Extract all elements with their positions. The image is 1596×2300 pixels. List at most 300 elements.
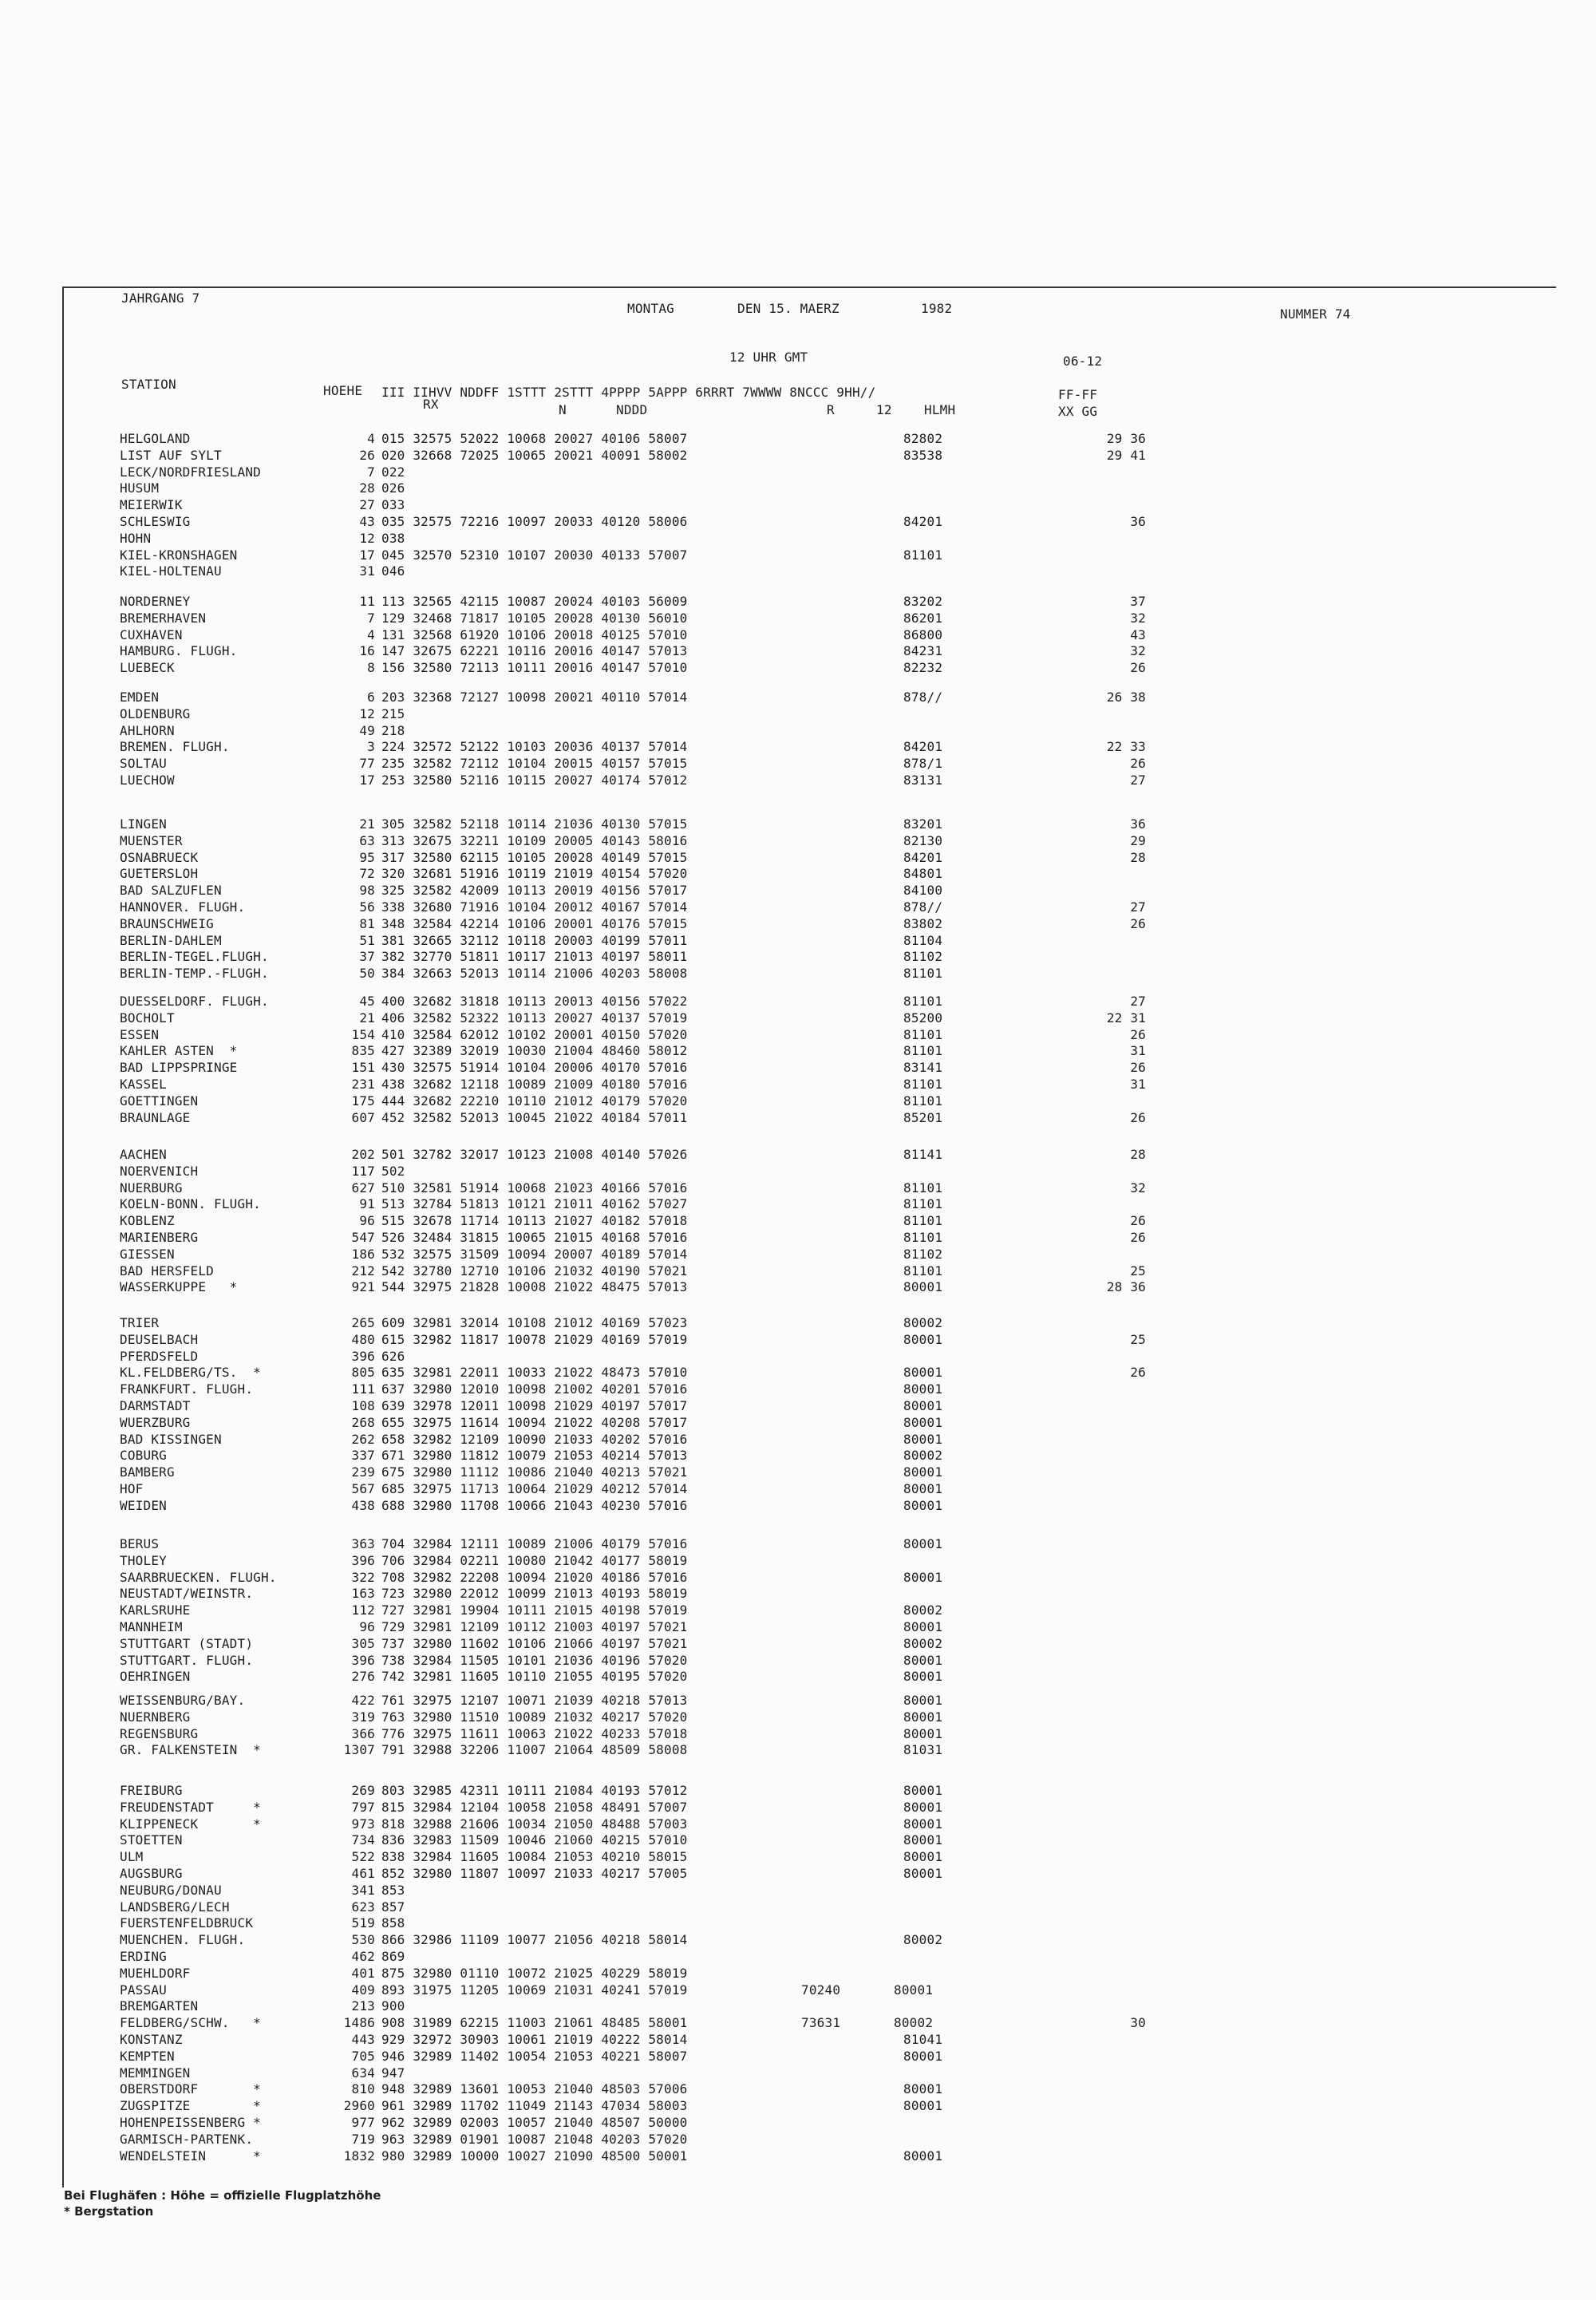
table-row <box>0 1570 1596 1586</box>
table-row <box>0 1398 1596 1414</box>
station-height: 634 <box>351 2065 375 2081</box>
station-name: MEMMINGEN <box>120 2065 191 2081</box>
station-height: 31 <box>359 563 375 579</box>
station-name: BERLIN-TEGEL.FLUGH. <box>120 949 269 965</box>
table-row <box>0 1196 1596 1212</box>
group-8: 82232 <box>903 660 943 676</box>
jahrgang: JAHRGANG 7 <box>121 290 200 306</box>
synop-groups: 035 32575 72216 10097 20033 40120 58006 <box>381 514 688 529</box>
station-height: 462 <box>351 1949 375 1964</box>
station-name: GARMISCH-PARTENK. <box>120 2131 254 2147</box>
station-height: 17 <box>359 547 375 563</box>
station-name: NORDERNEY <box>120 594 191 609</box>
synop-groups: 305 32582 52118 10114 21036 40130 57015 <box>381 816 688 832</box>
station-height: 973 <box>351 1816 375 1832</box>
group-8: 878/1 <box>903 756 943 772</box>
synop-groups: 338 32680 71916 10104 20012 40167 57014 <box>381 899 688 915</box>
synop-groups: 215 <box>381 705 405 721</box>
table-row <box>0 1315 1596 1331</box>
synop-groups: 727 32981 19904 10111 21015 40198 57019 <box>381 1602 688 1618</box>
ff-gust: 26 <box>1130 1230 1146 1245</box>
station-name: STUTTGART. FLUGH. <box>120 1652 254 1668</box>
synop-groups: 803 32985 42311 10111 21084 40193 57012 <box>381 1783 688 1798</box>
station-name: KEMPTEN <box>120 2048 175 2064</box>
table-row <box>0 2049 1596 2065</box>
station-height: 269 <box>351 1783 375 1798</box>
synop-groups: 020 32668 72025 10065 20021 40091 58002 <box>381 447 688 463</box>
table-row <box>0 2032 1596 2048</box>
station-name: BAD LIPPSPRINGE <box>120 1060 238 1076</box>
table-row <box>0 1586 1596 1602</box>
column-codes: III IIHVV NDDFF 1STTT 2STTT 4PPPP 5APPP 6RRRT 7WWWW 8NCCC 9HH// <box>381 385 876 400</box>
group-8: 83131 <box>903 773 943 788</box>
synop-groups: 853 <box>381 1882 405 1898</box>
ff-gust: 28 <box>1130 849 1146 865</box>
station-name: MUEHLDORF <box>120 1965 191 1981</box>
synop-groups: 381 32665 32112 10118 20003 40199 57011 <box>381 932 688 948</box>
station-height: 797 <box>351 1799 375 1815</box>
group-8: 86201 <box>903 610 943 626</box>
table-row <box>0 1365 1596 1381</box>
ff-gust: 27 <box>1130 899 1146 915</box>
station-name: BERLIN-TEMP.-FLUGH. <box>120 966 269 982</box>
group-8: 80001 <box>903 1725 943 1741</box>
group-8: 81101 <box>903 966 943 982</box>
issue-number: NUMMER 74 <box>1280 306 1351 322</box>
group-8: 84201 <box>903 514 943 529</box>
group-8: 80001 <box>903 1709 943 1725</box>
table-row <box>0 2148 1596 2164</box>
synop-groups: 688 32980 11708 10066 21043 40230 57016 <box>381 1497 688 1513</box>
synop-groups: 948 32989 13601 10053 21040 48503 57006 <box>381 2081 688 2097</box>
synop-groups: 510 32581 51914 10068 21023 40166 57016 <box>381 1180 688 1195</box>
station-height: 7 <box>367 610 375 626</box>
ff-gust: 29 36 <box>1106 431 1146 446</box>
station-height: 319 <box>351 1709 375 1725</box>
table-row <box>0 1982 1596 1998</box>
group-8: 80001 <box>903 2148 943 2164</box>
station-name: OBERSTDORF * <box>120 2081 261 2097</box>
synop-groups: 637 32980 12010 10098 21002 40201 57016 <box>381 1381 688 1397</box>
station-name: KAHLER ASTEN * <box>120 1043 238 1059</box>
station-height: 322 <box>351 1569 375 1585</box>
synop-groups: 325 32582 42009 10113 20019 40156 57017 <box>381 883 688 899</box>
ff-gust: 31 <box>1130 1043 1146 1059</box>
station-name: LUECHOW <box>120 773 175 788</box>
group-8: 80001 <box>903 1381 943 1397</box>
station-height: 921 <box>351 1279 375 1295</box>
station-name: BRAUNSCHWEIG <box>120 915 214 931</box>
station-name: FREIBURG <box>120 1783 183 1798</box>
table-row <box>0 1147 1596 1163</box>
group-8: 80001 <box>903 1816 943 1832</box>
table-row <box>0 627 1596 643</box>
synop-groups: 963 32989 01901 10087 21048 40203 57020 <box>381 2131 688 2147</box>
station-height: 409 <box>351 1982 375 1998</box>
station-height: 265 <box>351 1315 375 1330</box>
station-height: 212 <box>351 1263 375 1278</box>
ff-gust: 26 <box>1130 1109 1146 1125</box>
synop-groups: 384 32663 52013 10114 21006 40203 58008 <box>381 966 688 982</box>
station-name: FUERSTENFELDBRUCK <box>120 1915 254 1931</box>
synop-groups: 685 32975 11713 10064 21029 40212 57014 <box>381 1481 688 1496</box>
station-name: HAMBURG. FLUGH. <box>120 643 238 659</box>
synop-groups: 427 32389 32019 10030 21004 48460 58012 <box>381 1043 688 1059</box>
group-8: 80001 <box>903 1481 943 1496</box>
table-row <box>0 514 1596 530</box>
table-row <box>0 816 1596 832</box>
group-8: 80001 <box>903 1331 943 1347</box>
synop-groups: 635 32981 22011 10033 21022 48473 57010 <box>381 1365 688 1381</box>
group-8: 80001 <box>894 1982 934 1998</box>
station-name: HELGOLAND <box>120 431 191 446</box>
synop-groups: 022 <box>381 464 405 480</box>
synop-groups: 410 32584 62012 10102 20001 40150 57020 <box>381 1026 688 1042</box>
station-name: FELDBERG/SCHW. * <box>120 2015 261 2031</box>
station-name: WEIDEN <box>120 1497 167 1513</box>
station-name: TRIER <box>120 1315 160 1330</box>
group-8: 80001 <box>903 1398 943 1413</box>
group-8: 80001 <box>903 2098 943 2114</box>
station-name: GR. FALKENSTEIN * <box>120 1742 261 1758</box>
station-name: MUENCHEN. FLUGH. <box>120 1932 246 1948</box>
synop-groups: 947 <box>381 2065 405 2081</box>
station-height: 396 <box>351 1552 375 1568</box>
group-8: 81101 <box>903 1196 943 1212</box>
station-height: 63 <box>359 832 375 848</box>
group-8: 80001 <box>903 1652 943 1668</box>
station-name: MUENSTER <box>120 832 183 848</box>
column-codes-sub-r: R <box>827 402 835 417</box>
synop-groups: 015 32575 52022 10068 20027 40106 58007 <box>381 431 688 446</box>
group-8: 81101 <box>903 547 943 563</box>
station-name: LUEBECK <box>120 660 175 676</box>
table-row <box>0 866 1596 882</box>
table-row <box>0 1849 1596 1865</box>
station-height: 607 <box>351 1109 375 1125</box>
column-ff: FF-FF <box>1058 387 1098 402</box>
weekday: MONTAG <box>627 301 674 316</box>
station-height: 401 <box>351 1965 375 1981</box>
table-row <box>0 2115 1596 2131</box>
station-height: 443 <box>351 2032 375 2047</box>
station-name: BAD HERSFELD <box>120 1263 214 1278</box>
ff-gust: 32 <box>1130 643 1146 659</box>
ff-gust: 26 <box>1130 1213 1146 1229</box>
synop-groups: 900 <box>381 1998 405 2014</box>
table-row <box>0 1998 1596 2014</box>
group-8: 81104 <box>903 932 943 948</box>
group-8: 81101 <box>903 994 943 1009</box>
table-row <box>0 563 1596 579</box>
station-height: 49 <box>359 722 375 738</box>
ff-gust: 27 <box>1130 773 1146 788</box>
column-xx-gg: XX GG <box>1058 404 1098 419</box>
ff-gust: 29 <box>1130 832 1146 848</box>
station-height: 422 <box>351 1693 375 1708</box>
station-height: 154 <box>351 1026 375 1042</box>
group-8: 80001 <box>903 2048 943 2064</box>
synop-groups: 815 32984 12104 10058 21058 48491 57007 <box>381 1799 688 1815</box>
table-row <box>0 1043 1596 1059</box>
station-height: 2960 <box>343 2098 375 2114</box>
station-height: 396 <box>351 1348 375 1364</box>
group-8: 83202 <box>903 594 943 609</box>
group-8: 85201 <box>903 1109 943 1125</box>
station-height: 163 <box>351 1586 375 1602</box>
column-station: STATION <box>121 377 176 392</box>
synop-groups: 438 32682 12118 10089 21009 40180 57016 <box>381 1077 688 1092</box>
station-name: BAD KISSINGEN <box>120 1431 222 1447</box>
ff-gust: 25 <box>1130 1331 1146 1347</box>
station-height: 95 <box>359 849 375 865</box>
station-name: SCHLESWIG <box>120 514 191 529</box>
table-row <box>0 1077 1596 1093</box>
synop-groups: 929 32972 30903 10061 21019 40222 58014 <box>381 2032 688 2047</box>
observation-time: 12 UHR GMT <box>729 350 808 365</box>
station-name: KARLSRUHE <box>120 1602 191 1618</box>
synop-groups: 046 <box>381 563 405 579</box>
group-8: 80001 <box>903 1464 943 1480</box>
synop-groups: 348 32584 42214 10106 20001 40176 57015 <box>381 915 688 931</box>
station-name: STUTTGART (STADT) <box>120 1635 254 1651</box>
table-row <box>0 1693 1596 1709</box>
synop-groups: 532 32575 31509 10094 20007 40189 57014 <box>381 1246 688 1262</box>
table-row <box>0 1899 1596 1915</box>
station-name: EMDEN <box>120 690 160 705</box>
station-name: NEUSTADT/WEINSTR. <box>120 1586 254 1602</box>
period-range: 06-12 <box>1063 354 1103 369</box>
ff-gust: 27 <box>1130 994 1146 1009</box>
synop-groups: 706 32984 02211 10080 21042 40177 58019 <box>381 1552 688 1568</box>
synop-groups: 655 32975 11614 10094 21022 40208 57017 <box>381 1414 688 1430</box>
table-row <box>0 547 1596 563</box>
table-row <box>0 1432 1596 1448</box>
station-name: COBURG <box>120 1448 167 1464</box>
station-name: MANNHEIM <box>120 1619 183 1634</box>
synop-groups: 671 32980 11812 10079 21053 40214 57013 <box>381 1448 688 1464</box>
station-name: KOBLENZ <box>120 1213 175 1229</box>
table-row <box>0 1230 1596 1246</box>
station-name: KOELN-BONN. FLUGH. <box>120 1196 261 1212</box>
group-8: 80001 <box>903 1619 943 1634</box>
station-name: DUESSELDORF. FLUGH. <box>120 994 269 1009</box>
station-name: HUSUM <box>120 480 160 496</box>
group-8: 81041 <box>903 2032 943 2047</box>
station-height: 96 <box>359 1619 375 1634</box>
group-8: 81101 <box>903 1077 943 1092</box>
station-height: 305 <box>351 1635 375 1651</box>
table-row <box>0 611 1596 626</box>
table-row <box>0 1464 1596 1480</box>
station-height: 56 <box>359 899 375 915</box>
station-name: NUERNBERG <box>120 1709 191 1725</box>
column-hoehe: HOEHE <box>323 383 363 398</box>
group-8: 83538 <box>903 447 943 463</box>
station-name: DARMSTADT <box>120 1398 191 1413</box>
station-name: GUETERSLOH <box>120 866 199 882</box>
ff-gust: 32 <box>1130 610 1146 626</box>
synop-groups: 723 32980 22012 10099 21013 40193 58019 <box>381 1586 688 1602</box>
station-name: LANDSBERG/LECH <box>120 1899 230 1915</box>
station-name: FREUDENSTADT * <box>120 1799 261 1815</box>
synop-groups: 869 <box>381 1949 405 1964</box>
station-height: 530 <box>351 1932 375 1948</box>
column-codes-sub-rx: RX <box>423 397 439 412</box>
ff-gust: 26 <box>1130 915 1146 931</box>
station-name: WUERZBURG <box>120 1414 191 1430</box>
table-row <box>0 1553 1596 1569</box>
station-name: LIST AUF SYLT <box>120 447 222 463</box>
table-row <box>0 706 1596 722</box>
station-name: BERUS <box>120 1536 160 1551</box>
station-name: KASSEL <box>120 1077 167 1092</box>
station-height: 519 <box>351 1915 375 1931</box>
ff-gust: 28 36 <box>1106 1279 1146 1295</box>
group-8: 86800 <box>903 626 943 642</box>
table-row <box>0 2015 1596 2031</box>
station-name: BAD SALZUFLEN <box>120 883 222 899</box>
group-8: 84100 <box>903 883 943 899</box>
group-8: 80001 <box>903 1431 943 1447</box>
group-8: 80001 <box>903 1832 943 1848</box>
table-row <box>0 497 1596 513</box>
station-height: 268 <box>351 1414 375 1430</box>
group-8: 84201 <box>903 739 943 755</box>
synop-groups: 218 <box>381 722 405 738</box>
column-codes-sub-n: N <box>559 402 567 417</box>
station-name: MEIERWIK <box>120 497 183 513</box>
group-8: 80002 <box>903 1448 943 1464</box>
station-height: 4 <box>367 431 375 446</box>
group-8: 84801 <box>903 866 943 882</box>
station-name: ZUGSPITZE * <box>120 2098 261 2114</box>
group-8: 80001 <box>903 1669 943 1685</box>
table-row <box>0 1783 1596 1799</box>
synop-groups: 639 32978 12011 10098 21029 40197 57017 <box>381 1398 688 1413</box>
table-row <box>0 949 1596 965</box>
station-height: 17 <box>359 773 375 788</box>
station-height: 341 <box>351 1882 375 1898</box>
table-row <box>0 739 1596 755</box>
station-name: NUERBURG <box>120 1180 183 1195</box>
table-row <box>0 594 1596 610</box>
station-name: MARIENBERG <box>120 1230 199 1245</box>
synop-groups: 406 32582 52322 10113 20027 40137 57019 <box>381 1010 688 1026</box>
synop-groups: 526 32484 31815 10065 21015 40168 57016 <box>381 1230 688 1245</box>
ff-gust: 22 33 <box>1106 739 1146 755</box>
synop-groups: 708 32982 22208 10094 21020 40186 57016 <box>381 1569 688 1585</box>
station-height: 627 <box>351 1180 375 1195</box>
synop-groups: 313 32675 32211 10109 20005 40143 58016 <box>381 832 688 848</box>
table-row <box>0 899 1596 915</box>
ff-gust: 26 <box>1130 1365 1146 1381</box>
table-row <box>0 1619 1596 1635</box>
station-name: BERLIN-DAHLEM <box>120 932 222 948</box>
synop-groups: 203 32368 72127 10098 20021 40110 57014 <box>381 690 688 705</box>
ff-gust: 26 <box>1130 660 1146 676</box>
station-height: 51 <box>359 932 375 948</box>
year: 1982 <box>921 301 953 316</box>
ff-gust: 43 <box>1130 626 1146 642</box>
station-name: LECK/NORDFRIESLAND <box>120 464 261 480</box>
station-height: 567 <box>351 1481 375 1496</box>
group-8: 80001 <box>903 1569 943 1585</box>
group-8: 83141 <box>903 1060 943 1076</box>
station-height: 37 <box>359 949 375 965</box>
group-8: 81102 <box>903 949 943 965</box>
station-height: 705 <box>351 2048 375 2064</box>
station-height: 27 <box>359 497 375 513</box>
station-height: 108 <box>351 1398 375 1413</box>
station-name: WENDELSTEIN * <box>120 2148 261 2164</box>
synop-groups: 946 32989 11402 10054 21053 40221 58007 <box>381 2048 688 2064</box>
synop-groups: 838 32984 11605 10084 21053 40210 58015 <box>381 1849 688 1865</box>
synop-groups: 147 32675 62221 10116 20016 40147 57013 <box>381 643 688 659</box>
synop-groups: 113 32565 42115 10087 20024 40103 56009 <box>381 594 688 609</box>
station-height: 719 <box>351 2131 375 2147</box>
table-row <box>0 1180 1596 1196</box>
synop-groups: 317 32580 62115 10105 20028 40149 57015 <box>381 849 688 865</box>
station-name: STOETTEN <box>120 1832 183 1848</box>
station-height: 45 <box>359 994 375 1009</box>
synop-groups: 626 <box>381 1348 405 1364</box>
station-height: 623 <box>351 1899 375 1915</box>
table-row <box>0 1932 1596 1948</box>
table-row <box>0 966 1596 982</box>
footnote-mountain-station: * Bergstation <box>64 2204 154 2219</box>
table-row <box>0 2132 1596 2148</box>
station-name: KLIPPENECK * <box>120 1816 261 1832</box>
station-height: 11 <box>359 594 375 609</box>
table-row <box>0 1415 1596 1431</box>
table-row <box>0 1866 1596 1882</box>
station-height: 337 <box>351 1448 375 1464</box>
station-name: LINGEN <box>120 816 167 832</box>
date: DEN 15. MAERZ <box>737 301 839 316</box>
table-row <box>0 994 1596 1010</box>
station-height: 396 <box>351 1652 375 1668</box>
ff-gust: 26 <box>1130 1060 1146 1076</box>
group-8: 81101 <box>903 1263 943 1278</box>
group-8: 80001 <box>903 1279 943 1295</box>
table-row <box>0 1448 1596 1464</box>
group-8: 80002 <box>903 1602 943 1618</box>
group-8: 84231 <box>903 643 943 659</box>
station-name: BREMEN. FLUGH. <box>120 739 230 755</box>
station-height: 12 <box>359 705 375 721</box>
station-name: REGENSBURG <box>120 1725 199 1741</box>
group-8: 81101 <box>903 1213 943 1229</box>
synop-groups: 515 32678 11714 10113 21027 40182 57018 <box>381 1213 688 1229</box>
synop-groups: 320 32681 51916 10119 21019 40154 57020 <box>381 866 688 882</box>
synop-groups: 615 32982 11817 10078 21029 40169 57019 <box>381 1331 688 1347</box>
synop-groups: 045 32570 52310 10107 20030 40133 57007 <box>381 547 688 563</box>
group-8: 80001 <box>903 1693 943 1708</box>
synop-groups: 852 32980 11807 10097 21033 40217 57005 <box>381 1866 688 1881</box>
table-row <box>0 1800 1596 1816</box>
table-row <box>0 1498 1596 1514</box>
station-height: 363 <box>351 1536 375 1551</box>
table-row <box>0 1164 1596 1180</box>
ff-gust: 26 <box>1130 1026 1146 1042</box>
table-row <box>0 1669 1596 1685</box>
ff-gust: 26 38 <box>1106 690 1146 705</box>
station-height: 8 <box>367 660 375 676</box>
table-row <box>0 448 1596 464</box>
synop-groups: 875 32980 01110 10072 21025 40229 58019 <box>381 1965 688 1981</box>
station-name: HOF <box>120 1481 144 1496</box>
